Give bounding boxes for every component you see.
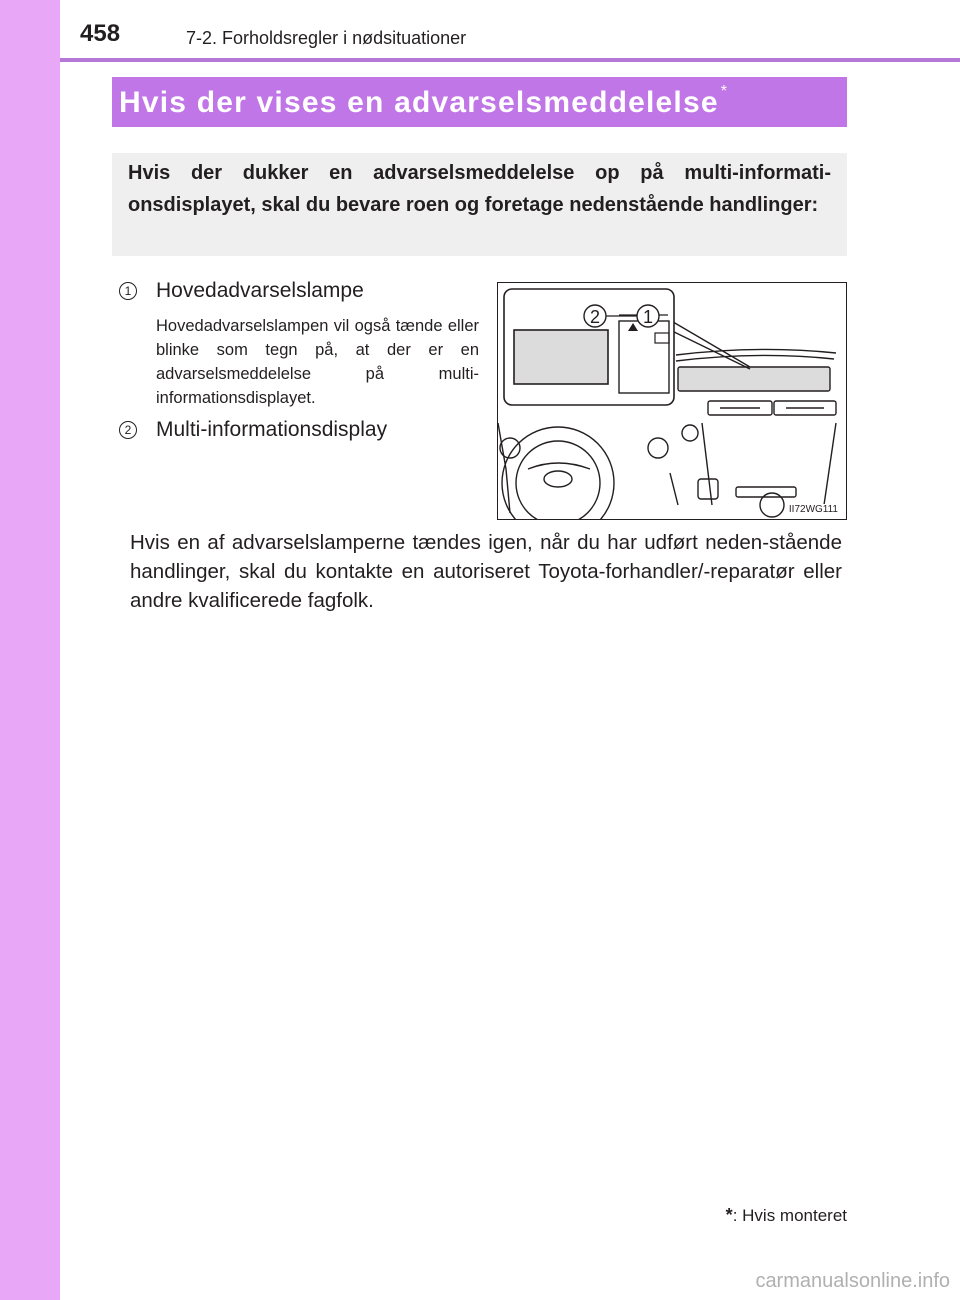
intro-text: Hvis der dukker en advarselsmeddelelse op på multi-informati-onsdisplayet, skal du bevare roen og foretage nedenstående handlinger: (128, 162, 831, 216)
dashboard-illustration (497, 282, 847, 520)
illustration-code: II72WG111 (788, 504, 838, 515)
item-number-1: 1 (119, 282, 137, 300)
section-title: Hvis der vises en advarselsmeddelelse (119, 86, 719, 119)
chapter-title: 7-2. Forholdsregler i nødsituationer (186, 28, 467, 48)
body-paragraph: Hvis en af advarselslamperne tændes igen, når du har udført neden-stående handlinger, skal du kontakte en autoriseret Toyota-forhandler/-reparatør eller andre kvalificerede fagfolk. (130, 531, 842, 612)
dashboard-drawing (498, 283, 846, 519)
watermark: carmanualsonline.info (755, 1270, 950, 1292)
side-color-strip (0, 0, 60, 1300)
section-title-bar (112, 77, 847, 127)
item-label-multi-information-display: Multi-informationsdisplay (156, 418, 388, 441)
item-description: Hovedadvarselslampen vil også tænde eller blinke som tegn på, at der er en advarselsmeddelelse på multi-informationsdisplayet. (156, 317, 479, 407)
intro-box (112, 153, 847, 256)
fitted-asterisk-icon: * (720, 83, 727, 100)
header-divider (60, 58, 960, 62)
item-number-2: 2 (119, 421, 137, 439)
footnote-asterisk-icon: * (725, 1205, 733, 1225)
footnote (726, 1205, 847, 1226)
callout-2: 2 (589, 307, 601, 327)
callout-1: 1 (642, 307, 654, 327)
footnote-text: : Hvis monteret (732, 1206, 847, 1225)
page-number: 458 (80, 20, 121, 47)
item-label-master-warning-light: Hovedadvarselslampe (156, 279, 364, 302)
